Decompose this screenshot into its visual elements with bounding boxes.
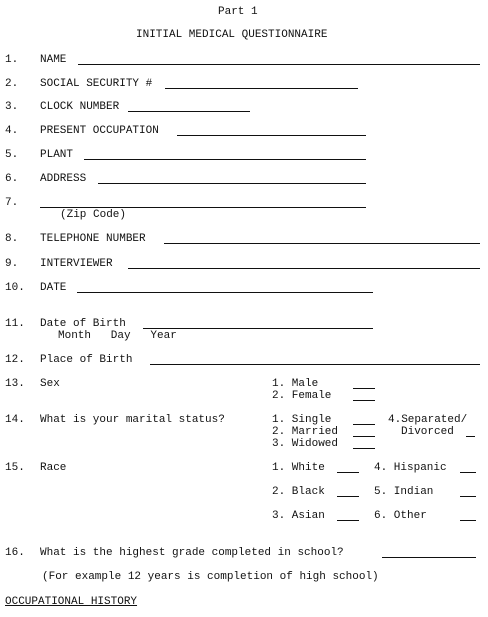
race-indian-blank[interactable] — [460, 496, 476, 497]
marital-option-widowed: 3. Widowed — [272, 438, 339, 450]
address-field[interactable] — [98, 183, 366, 184]
occupational-history-heading: OCCUPATIONAL HISTORY — [5, 596, 138, 608]
dob-sublabel: Month Day Year — [58, 330, 177, 342]
sex-option-female: 2. Female — [272, 390, 332, 402]
plant-field[interactable] — [84, 159, 366, 160]
plant-label: PLANT — [40, 149, 74, 161]
race-other-blank[interactable] — [460, 520, 476, 521]
date-label: DATE — [40, 282, 67, 294]
race-option-black: 2. Black — [272, 486, 325, 498]
education-label: What is the highest grade completed in school? — [40, 547, 344, 559]
question-number: 4. — [5, 125, 19, 137]
interviewer-label: INTERVIEWER — [40, 258, 113, 270]
marital-widowed-blank[interactable] — [353, 448, 375, 449]
race-black-blank[interactable] — [337, 496, 359, 497]
zip-code-label: (Zip Code) — [60, 209, 127, 221]
question-number: 9. — [5, 258, 19, 270]
race-hispanic-blank[interactable] — [460, 472, 476, 473]
telephone-field[interactable] — [164, 243, 480, 244]
address-line-2-field[interactable] — [40, 207, 366, 208]
occupation-field[interactable] — [177, 135, 366, 136]
question-number: 1. — [5, 54, 19, 66]
marital-single-blank[interactable] — [353, 424, 375, 425]
marital-option-divorced: Divorced — [401, 426, 454, 438]
question-number: 15. — [5, 462, 25, 474]
clock-number-field[interactable] — [128, 111, 250, 112]
question-number: 10. — [5, 282, 25, 294]
race-option-indian: 5. Indian — [374, 486, 434, 498]
marital-option-married: 2. Married — [272, 426, 339, 438]
ssn-field[interactable] — [165, 88, 358, 89]
race-option-asian: 3. Asian — [272, 510, 325, 522]
clock-number-label: CLOCK NUMBER — [40, 101, 120, 113]
race-label: Race — [40, 462, 67, 474]
question-number: 5. — [5, 149, 19, 161]
marital-married-blank[interactable] — [353, 436, 375, 437]
place-of-birth-label: Place of Birth — [40, 354, 133, 366]
marital-option-single: 1. Single — [272, 414, 332, 426]
dob-field[interactable] — [143, 328, 373, 329]
question-number: 6. — [5, 173, 19, 185]
sex-male-blank[interactable] — [353, 388, 375, 389]
name-label: NAME — [40, 54, 67, 66]
question-number: 13. — [5, 378, 25, 390]
place-of-birth-field[interactable] — [150, 364, 480, 365]
question-number: 14. — [5, 414, 25, 426]
question-number: 3. — [5, 101, 19, 113]
sex-option-male: 1. Male — [272, 378, 319, 390]
sex-label: Sex — [40, 378, 60, 390]
telephone-label: TELEPHONE NUMBER — [40, 233, 146, 245]
occupation-label: PRESENT OCCUPATION — [40, 125, 159, 137]
interviewer-field[interactable] — [128, 268, 480, 269]
marital-status-label: What is your marital status? — [40, 414, 225, 426]
race-option-hispanic: 4. Hispanic — [374, 462, 447, 474]
race-asian-blank[interactable] — [337, 520, 359, 521]
address-label: ADDRESS — [40, 173, 87, 185]
date-field[interactable] — [77, 292, 373, 293]
question-number: 2. — [5, 78, 19, 90]
race-option-other: 6. Other — [374, 510, 427, 522]
dob-label: Date of Birth — [40, 318, 126, 330]
education-note: (For example 12 years is completion of high school) — [42, 571, 379, 583]
question-number: 7. — [5, 197, 19, 209]
marital-separated-blank[interactable] — [466, 436, 475, 437]
question-number: 8. — [5, 233, 19, 245]
question-number: 16. — [5, 547, 25, 559]
part-label: Part 1 — [218, 6, 258, 18]
form-title: INITIAL MEDICAL QUESTIONNAIRE — [136, 29, 328, 41]
race-option-white: 1. White — [272, 462, 325, 474]
question-number: 11. — [5, 318, 25, 330]
ssn-label: SOCIAL SECURITY # — [40, 78, 153, 90]
question-number: 12. — [5, 354, 25, 366]
marital-option-separated: 4.Separated/ — [388, 414, 468, 426]
race-white-blank[interactable] — [337, 472, 359, 473]
sex-female-blank[interactable] — [353, 400, 375, 401]
name-field[interactable] — [78, 64, 480, 65]
education-field[interactable] — [382, 557, 476, 558]
